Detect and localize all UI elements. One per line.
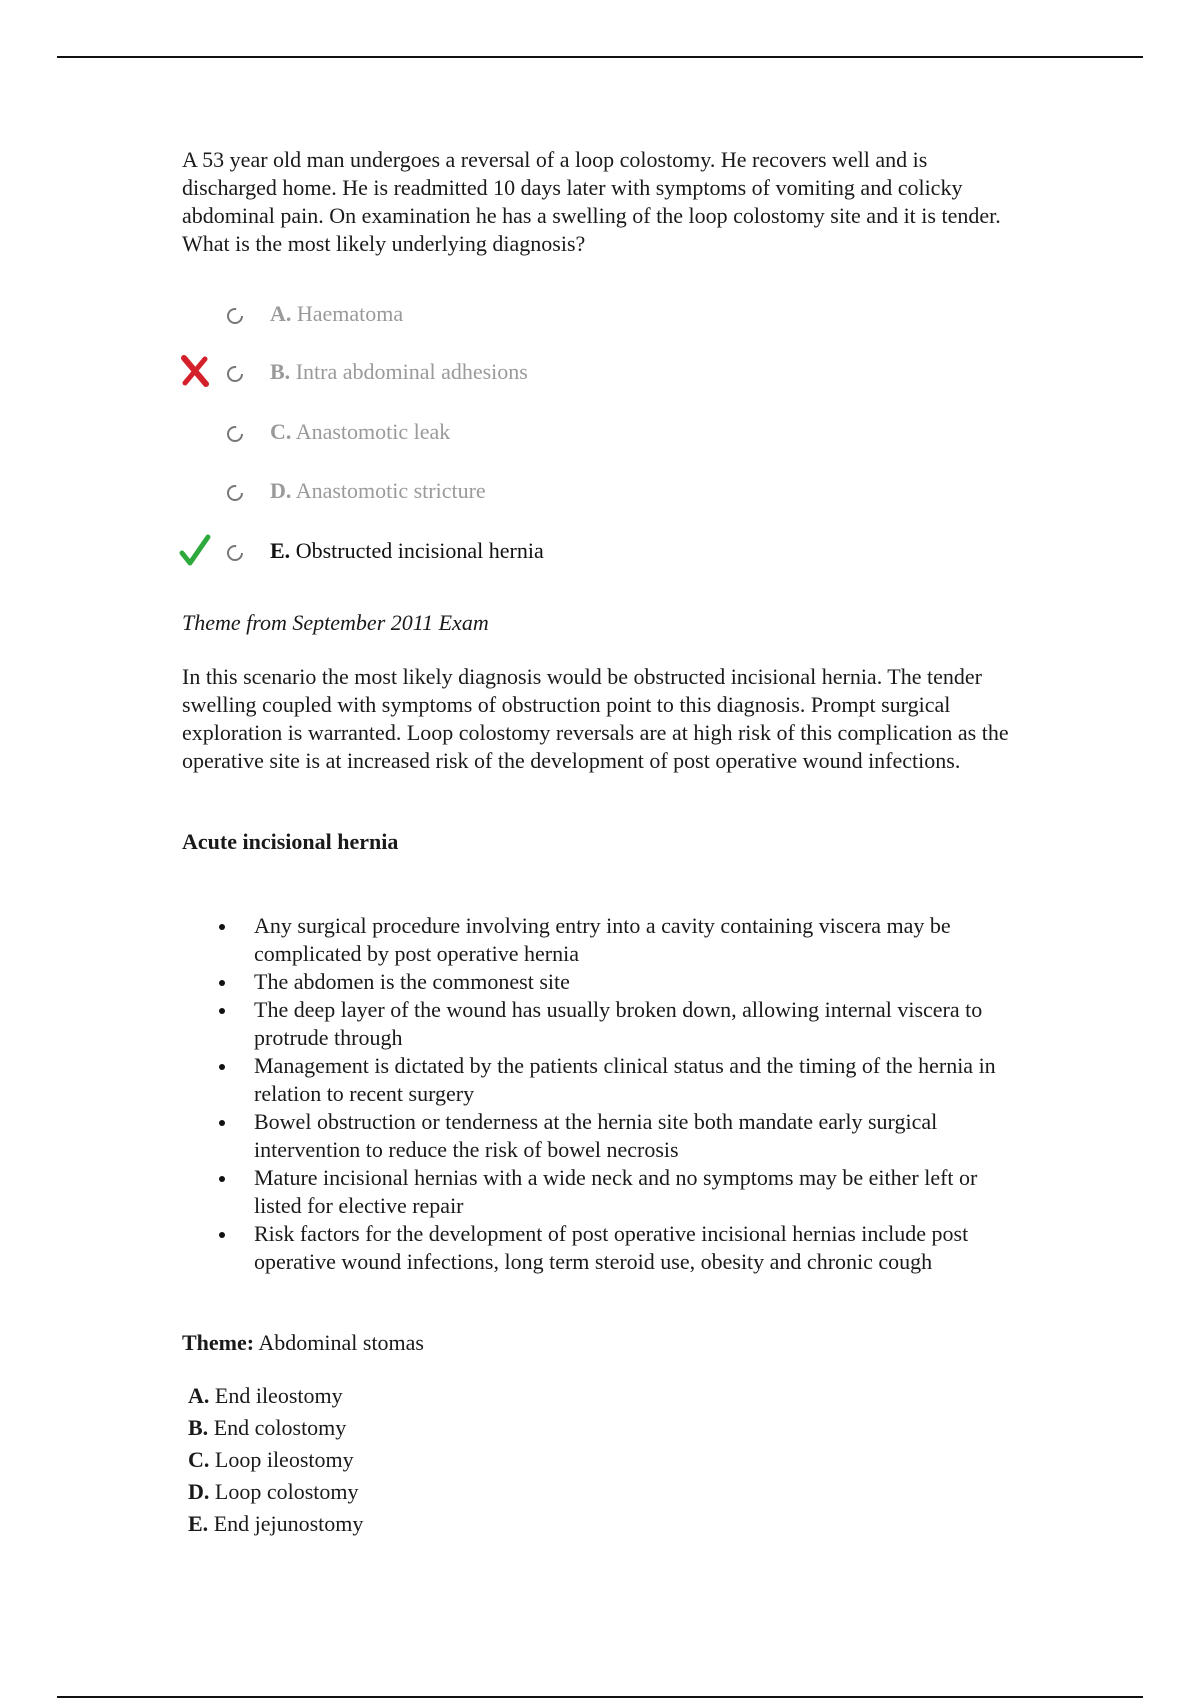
bullet-item: Mature incisional hernias with a wide neck and no symptoms may be either left or listed for elective repair — [182, 1164, 1012, 1220]
bullet-item: The abdomen is the commonest site — [182, 968, 1012, 996]
option-e[interactable] — [182, 537, 882, 567]
bullet-item: Management is dictated by the patients clinical status and the timing of the hernia in relation to recent surgery — [182, 1052, 1012, 1108]
radio-icon[interactable] — [226, 425, 244, 443]
theme-option: C. Loop ileostomy — [188, 1447, 354, 1472]
theme-label: Theme: — [182, 1330, 255, 1355]
top-divider — [57, 56, 1143, 58]
theme-note: Theme from September 2011 Exam — [182, 610, 489, 635]
option-label: E. Obstructed incisional hernia — [270, 538, 544, 563]
option-b[interactable] — [182, 358, 882, 388]
theme-option: E. End jejunostomy — [188, 1511, 364, 1536]
explanation-text: In this scenario the most likely diagnosis would be obstructed incisional hernia. The tender swelling coupled with symptoms of obstruction point to this diagnosis. Prompt surgical exploration is warranted. Loop colostomy reversals are at high risk of this complication as the operative site is at increased risk of the development of post operative wound infections. — [182, 664, 1009, 773]
option-label: D. Anastomotic stricture — [270, 478, 486, 503]
option-d[interactable] — [182, 477, 882, 507]
bullet-list — [182, 912, 1012, 1276]
theme-option: D. Loop colostomy — [188, 1479, 359, 1504]
bullet-item: Risk factors for the development of post operative incisional hernias include post operative wound infections, long term steroid use, obesity and chronic cough — [182, 1220, 1012, 1276]
option-c[interactable] — [182, 418, 882, 448]
theme-options-list — [182, 1382, 1022, 1542]
checkmark-icon — [178, 531, 212, 569]
cross-icon — [178, 352, 212, 390]
radio-icon[interactable] — [226, 544, 244, 562]
radio-icon[interactable] — [226, 365, 244, 383]
bottom-divider — [57, 1696, 1143, 1698]
option-label: C. Anastomotic leak — [270, 419, 451, 444]
radio-icon[interactable] — [226, 484, 244, 502]
bullet-item: The deep layer of the wound has usually broken down, allowing internal viscera to protrude through — [182, 996, 1012, 1052]
option-label: B. Intra abdominal adhesions — [270, 359, 528, 384]
theme-value: Abdominal stomas — [258, 1330, 424, 1355]
theme-line — [182, 1329, 1022, 1357]
theme-option: B. End colostomy — [188, 1415, 347, 1440]
bullet-item: Any surgical procedure involving entry into a cavity containing viscera may be complicated by post operative hernia — [182, 912, 1012, 968]
question-text: A 53 year old man undergoes a reversal of a loop colostomy. He recovers well and is discharged home. He is readmitted 10 days later with symptoms of vomiting and colicky abdominal pain. On examination he has a swelling of the loop colostomy site and it is tender. What is the most likely underlying diagnosis? — [182, 147, 1001, 256]
radio-icon[interactable] — [226, 307, 244, 325]
theme-option: A. End ileostomy — [188, 1383, 343, 1408]
option-label: A. Haematoma — [270, 301, 404, 326]
bullet-item: Bowel obstruction or tenderness at the hernia site both mandate early surgical intervention to reduce the risk of bowel necrosis — [182, 1108, 1012, 1164]
option-a[interactable] — [182, 300, 882, 330]
section-heading: Acute incisional hernia — [182, 829, 399, 854]
